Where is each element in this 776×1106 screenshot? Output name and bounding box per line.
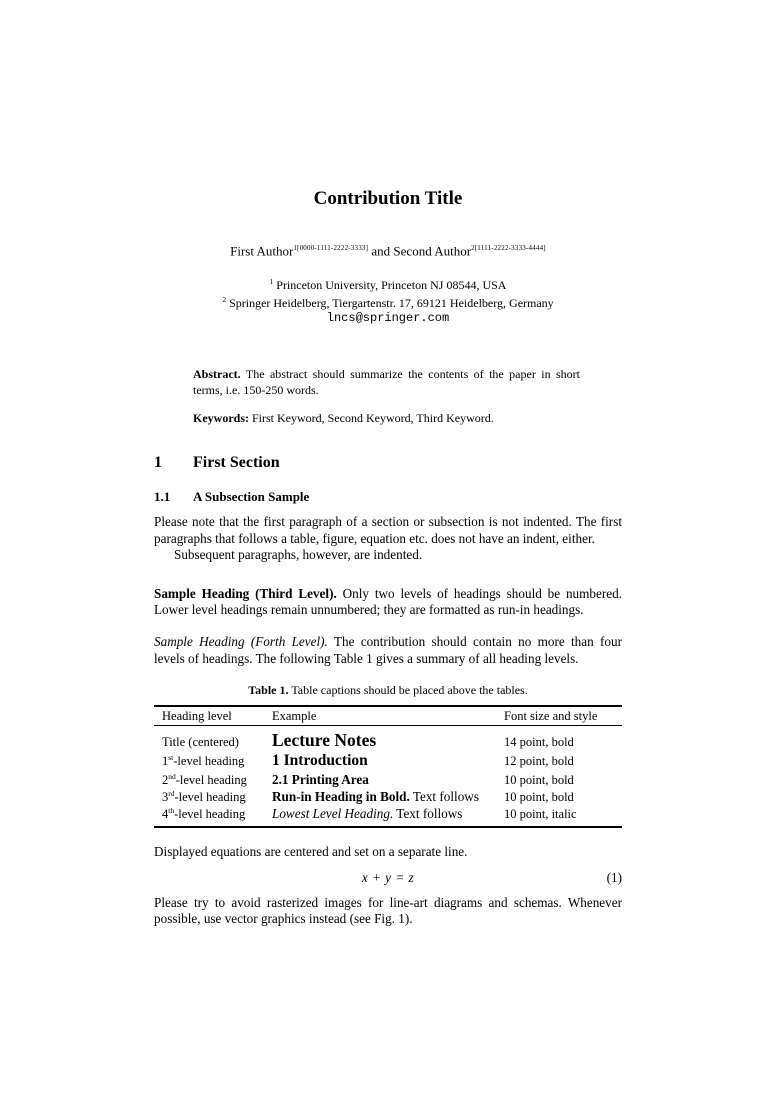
affiliation-1-text: Princeton University, Princeton NJ 08544, USA [276, 278, 507, 293]
level-text: 4 [162, 807, 169, 822]
example-rest: Text follows [393, 806, 463, 822]
example-main: 2.1 Printing Area [272, 771, 369, 787]
example-main: Run-in Heading in Bold. [272, 789, 410, 805]
page-content [154, 0, 622, 927]
table-caption-text: Table captions should be placed above the tables. [291, 682, 528, 697]
heading-levels-table [154, 705, 622, 828]
table-row-level1 [154, 750, 622, 770]
cell-example [272, 804, 504, 826]
level-ordinal: th [168, 806, 175, 816]
affiliation-2-marker: 2 [222, 294, 227, 304]
abstract-paragraph [193, 367, 580, 398]
author-first-name: First Author [230, 243, 294, 259]
table-caption [154, 683, 622, 698]
keywords-label: Keywords: [193, 411, 249, 426]
table-row-level3 [154, 787, 622, 804]
table-row-level2 [154, 770, 622, 787]
level-ordinal: rd [168, 788, 175, 798]
paragraph-images: Please try to avoid rasterized images for line-art diagrams and schemas. Whenever possible, use vector graphics instead (see Fig. 1). [154, 895, 622, 927]
level-text: Title (centered) [162, 734, 239, 749]
contact-email: lncs@springer.com [326, 311, 450, 326]
runin-third-label: Sample Heading (Third Level). [154, 585, 337, 601]
cell-heading-level [154, 787, 272, 804]
column-header-font-size: Font size and style [504, 706, 622, 726]
affiliation-2 [154, 293, 622, 311]
runin-fourth-text: The contribution should contain no more than four levels of headings. The following Table 1 gives a summary of all heading levels. [154, 634, 622, 666]
level-rest: -level heading [175, 772, 247, 787]
section-number: 1 [154, 454, 162, 472]
abstract-text: The abstract should summarize the contents of the paper in short terms, i.e. 150-250 words. [193, 367, 580, 397]
cell-heading-level [154, 725, 272, 750]
cell-example [272, 787, 504, 804]
cell-font-style: 10 point, italic [504, 807, 577, 822]
example-main: Lecture Notes [272, 729, 377, 750]
cell-font-style: 10 point, bold [504, 772, 574, 787]
affiliations-block [154, 275, 622, 325]
author-second-orcid: 2[1111-2222-3333-4444] [471, 244, 546, 252]
author-first-orcid: 1[0000-1111-2222-3333] [293, 244, 369, 252]
level-rest: -level heading [173, 753, 245, 768]
cell-heading-level [154, 770, 272, 787]
equation [154, 870, 622, 886]
subsection-title: A Subsection Sample [193, 489, 310, 505]
cell-heading-level [154, 750, 272, 770]
runin-heading-third-level [154, 586, 622, 618]
author-line [154, 240, 622, 259]
level-text: 3 [162, 790, 169, 805]
table-row-level4 [154, 804, 622, 826]
cell-example [272, 770, 504, 787]
affiliation-2-text: Springer Heidelberg, Tiergartenstr. 17, 69121 Heidelberg, Germany [229, 295, 554, 310]
level-rest: -level heading [174, 807, 246, 822]
table-row-title [154, 725, 622, 750]
keywords-text: First Keyword, Second Keyword, Third Keyword. [252, 411, 494, 426]
runin-heading-fourth-level [154, 634, 622, 666]
column-header-heading-level: Heading level [154, 706, 272, 726]
paragraph-first: Please note that the first paragraph of a section or subsection is not indented. The first paragraphs that follows a table, figure, equation etc. does not have an indent, either. [154, 514, 622, 546]
section-heading-1 [154, 454, 622, 472]
page-title: Contribution Title [313, 188, 463, 209]
cell-heading-level [154, 804, 272, 826]
cell-example [272, 725, 504, 750]
author-second-name: Second Author [393, 243, 472, 259]
keywords-paragraph [193, 411, 580, 426]
level-rest: -level heading [174, 790, 246, 805]
example-rest: Text follows [409, 789, 479, 805]
cell-example [272, 750, 504, 770]
author-connector: and [368, 243, 394, 259]
runin-fourth-label: Sample Heading (Forth Level). [154, 634, 328, 650]
example-main: Lowest Level Heading. [272, 806, 394, 822]
level-text: 1 [162, 753, 169, 768]
equation-body: x + y = z [361, 870, 415, 886]
example-main: 1 Introduction [272, 751, 368, 769]
cell-font-style: 12 point, bold [504, 753, 574, 768]
level-ordinal: nd [168, 771, 176, 781]
level-ordinal: st [168, 752, 174, 762]
equation-number: (1) [606, 870, 622, 886]
table-caption-label: Table 1. [248, 682, 289, 697]
section-title: First Section [193, 454, 280, 472]
cell-font-style: 10 point, bold [504, 790, 574, 805]
runin-third-text: Only two levels of headings should be numbered. Lower level headings remain unnumbered; they are formatted as run-in headings. [154, 585, 622, 618]
affiliation-1-marker: 1 [269, 277, 274, 287]
affiliation-1 [154, 275, 622, 293]
level-text: 2 [162, 772, 169, 787]
cell-font-style: 14 point, bold [504, 734, 574, 749]
column-header-example: Example [272, 706, 504, 726]
subsection-heading-1-1 [154, 489, 622, 505]
paragraph-subsequent: Subsequent paragraphs, however, are indented. [174, 546, 423, 562]
paragraph-equations: Displayed equations are centered and set on a separate line. [154, 843, 468, 859]
table-header-row [154, 706, 622, 726]
subsection-number: 1.1 [154, 489, 171, 505]
abstract-label: Abstract. [193, 367, 241, 382]
